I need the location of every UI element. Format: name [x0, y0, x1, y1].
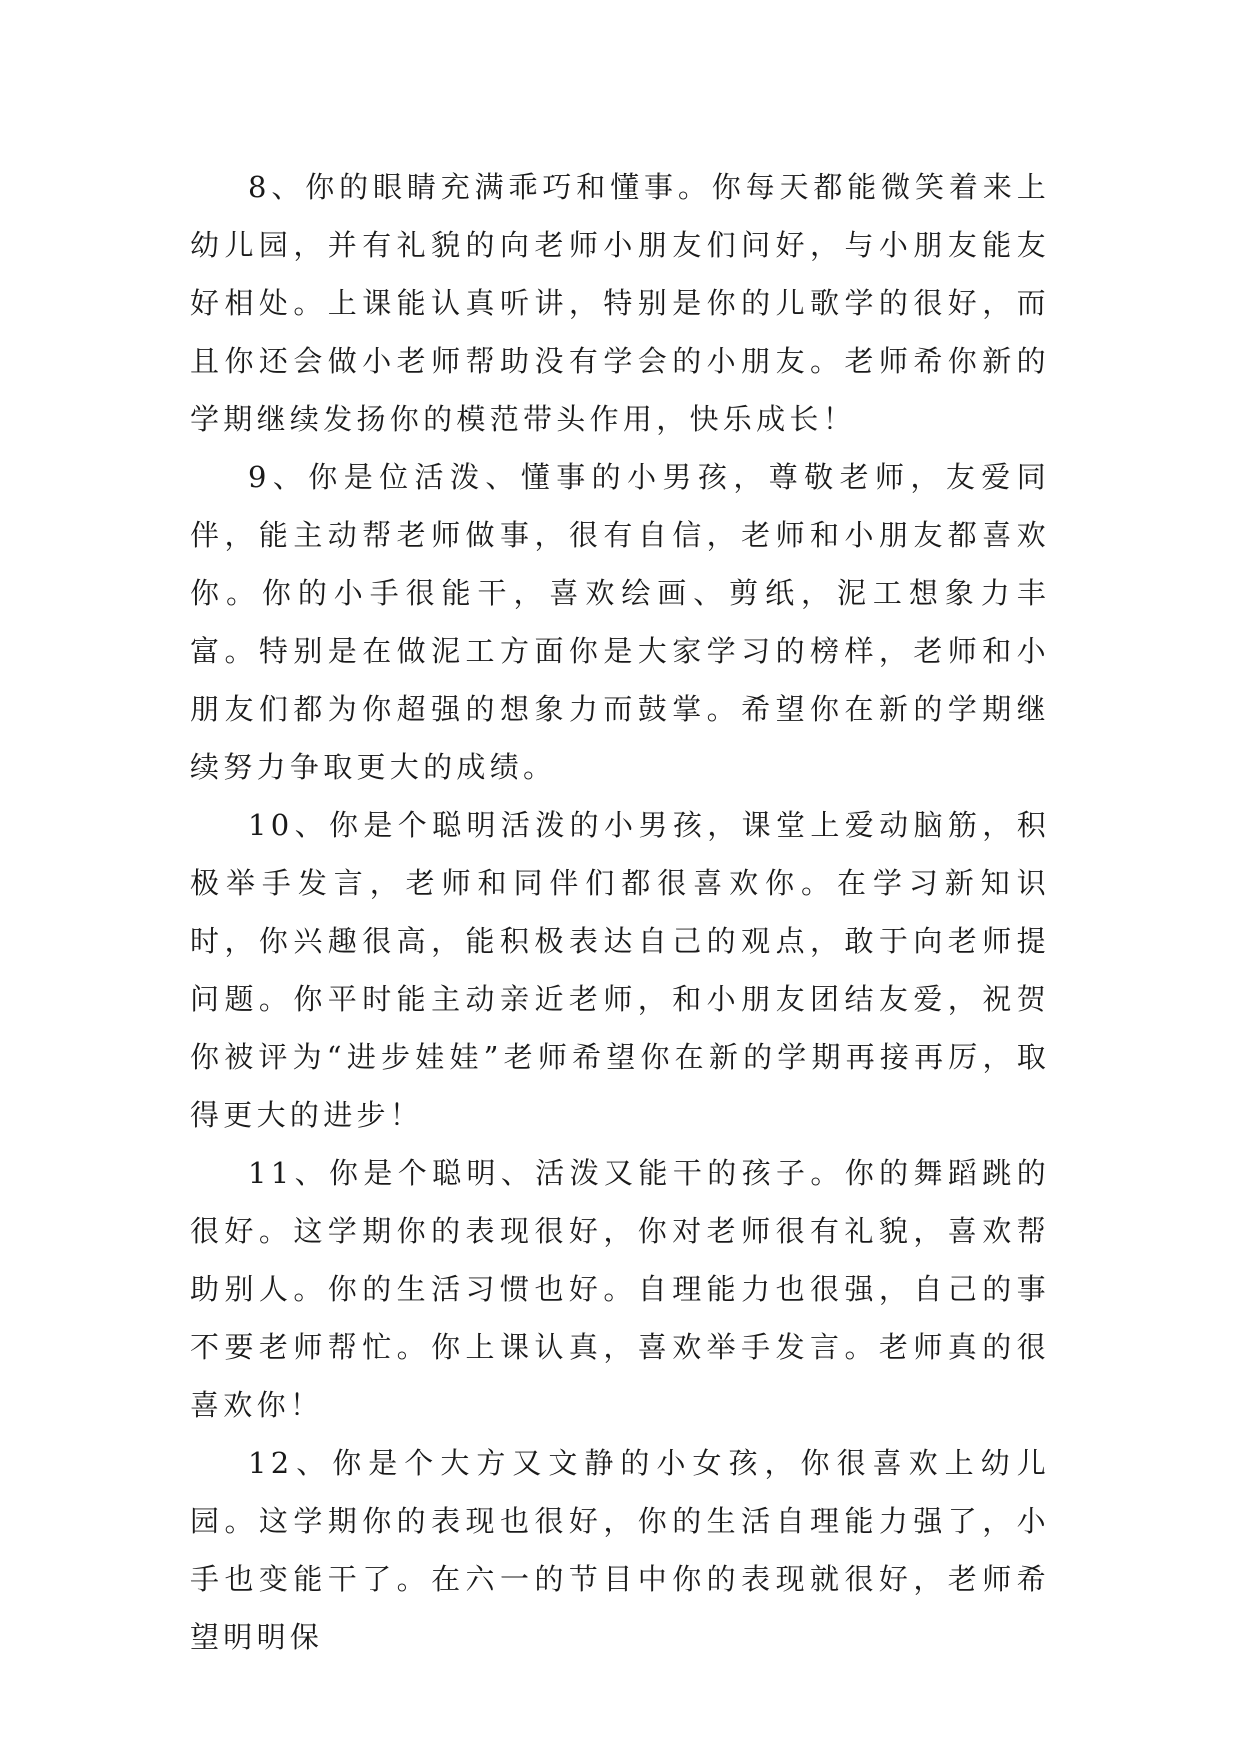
paragraph-10: 10、你是个聪明活泼的小男孩，课堂上爱动脑筋，积极举手发言，老师和同伴们都很喜欢你。在学习新知识时，你兴趣很高，能积极表达自己的观点，敢于向老师提问题。你平时能主动亲近老师，和小朋友团结友爱，祝贺你被评为“进步娃娃”老师希望你在新的学期再接再厉，取得更大的进步！	[190, 808, 1050, 1132]
document-body	[190, 158, 1050, 1666]
paragraph-9: 9、你是位活泼、懂事的小男孩，尊敬老师，友爱同伴，能主动帮老师做事，很有自信，老师和小朋友都喜欢你。你的小手很能干，喜欢绘画、剪纸，泥工想象力丰富。特别是在做泥工方面你是大家学习的榜样，老师和小朋友们都为你超强的想象力而鼓掌。希望你在新的学期继续努力争取更大的成绩。	[190, 460, 1050, 784]
paragraph-8: 8、你的眼睛充满乖巧和懂事。你每天都能微笑着来上幼儿园，并有礼貌的向老师小朋友们问好，与小朋友能友好相处。上课能认真听讲，特别是你的儿歌学的很好，而且你还会做小老师帮助没有学会的小朋友。老师希你新的学期继续发扬你的模范带头作用，快乐成长！	[190, 170, 1050, 436]
paragraph-11: 11、你是个聪明、活泼又能干的孩子。你的舞蹈跳的很好。这学期你的表现很好，你对老师很有礼貌，喜欢帮助别人。你的生活习惯也好。自理能力也很强，自己的事不要老师帮忙。你上课认真，喜欢举手发言。老师真的很喜欢你！	[190, 1156, 1050, 1422]
paragraph-12: 12、你是个大方又文静的小女孩，你很喜欢上幼儿园。这学期你的表现也很好，你的生活自理能力强了，小手也变能干了。在六一的节目中你的表现就很好，老师希望明明保	[190, 1446, 1050, 1654]
